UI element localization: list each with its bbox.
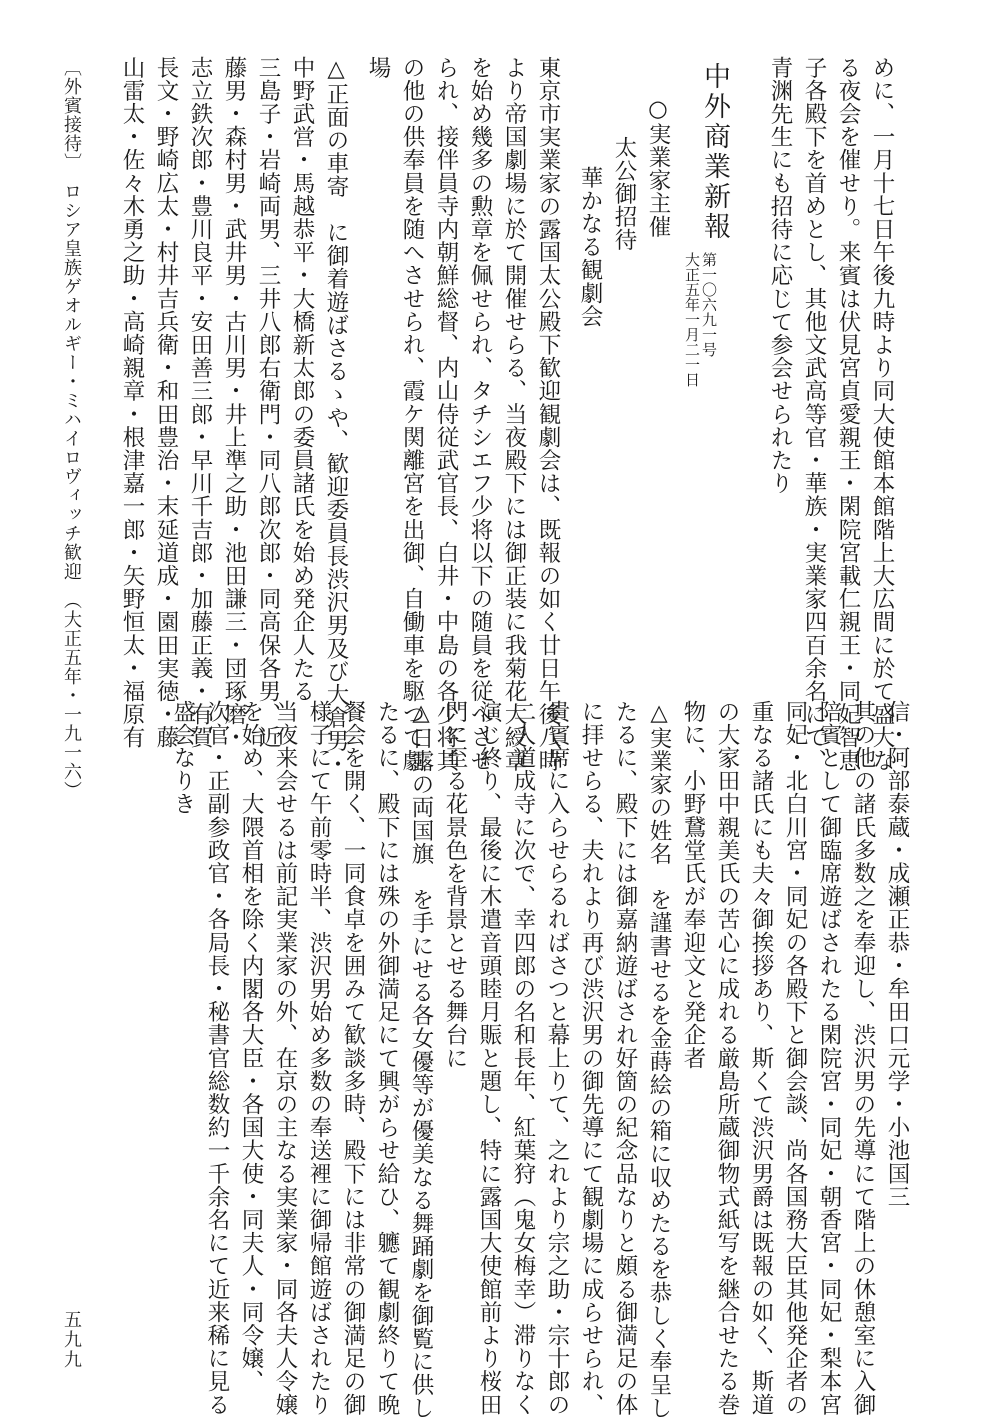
text-line: 貴賓席に入らせらるればさつと幕上りて、之れより宗之助・宗十郎の xyxy=(544,700,570,1417)
running-footer: 〔外賓接待〕 ロシア皇族ゲオルギー・ミハイロヴィッチ歓迎 （大正五年・一九一六） xyxy=(61,58,82,800)
text-line: めに、一月十七日午後九時より同大使館本館階上大広間に於て盛大な xyxy=(869,56,895,773)
text-line: 其の他の諸氏多数之を奉迎し、渋沢男の先導にて階上の休憩室に入御 xyxy=(850,700,876,1417)
text-line: を始め幾多の勲章を佩せられ、タチシエフ少将以下の随員を従へさせ xyxy=(467,56,493,773)
text-line: 東京市実業家の露国太公殿下歓迎観劇会は、既報の如く廿日午後八時 xyxy=(535,56,561,773)
text-line: 子各殿下を首めとし、其他文武高等官・華族・実業家四百余名にて、 xyxy=(801,56,827,773)
text-line: 藤男・森村男・武井男・古川男・井上準之助・池田謙三・団琢磨・ xyxy=(221,56,247,749)
text-line: 盛会なりき xyxy=(170,700,196,816)
text-line: 次官・正副参政官・各局長・秘書官総数約一千余名にて近来稀に見る xyxy=(204,700,230,1417)
issue-date: 大正五年一月二一日 xyxy=(683,252,701,387)
text-line: 重なる諸氏にも夫々御挨拶あり、斯くて渋沢男爵は既報の如く、斯道 xyxy=(748,700,774,1417)
article-heading: 太公御招待 xyxy=(611,136,637,252)
text-line: 山雷太・佐々木勇之助・高崎親章・根津嘉一郎・矢野恒太・福原有 xyxy=(119,56,145,749)
newspaper-title: 中外商業新報 xyxy=(699,62,730,242)
text-line: 同妃・北白川宮・同妃の各殿下と御会談、尚各国務大臣其他発企者の xyxy=(782,700,808,1417)
article-heading: ○実業家主催 xyxy=(645,96,671,239)
text-line: たるに、殿下には殊の外御満足にて興がらせ給ひ、軈て観劇終りて晩 xyxy=(374,700,400,1417)
text-line: たるに、殿下には御嘉納遊ばされ好箇の紀念品なりと頗る御満足の体 xyxy=(612,700,638,1417)
text-line: に拝せらる、夫れより再び渋沢男の御先導にて観劇場に成らせられ、 xyxy=(578,700,604,1417)
text-line: 陪賓として御臨席遊ばされたる閑院宮・同妃・朝香宮・同妃・梨本宮 xyxy=(816,700,842,1417)
text-line: 様子にて午前零時半、渋沢男始め多数の奉送裡に御帰館遊ばされたり xyxy=(306,700,332,1417)
text-line: 物に、小野鵞堂氏が奉迎文と発企者 xyxy=(680,700,706,1070)
text-line: の大家田中親美氏の苦心に成れる厳島所蔵御物式紙写を継合せたる巻 xyxy=(714,700,740,1417)
text-line: 場 xyxy=(365,56,391,80)
text-line: 信・阿部泰蔵・成瀬正恭・牟田口元学・小池国三 xyxy=(884,700,910,1209)
text-line: △正面の車寄 に御着遊ばさるゝや、歓迎委員長渋沢男及び大倉男・ xyxy=(323,56,349,776)
text-line: られ、接伴員寺内朝鮮総督、内山侍従武官長、白井・中島の各少将其 xyxy=(433,56,459,773)
text-line: より帝国劇場に於て開催せらる、当夜殿下には御正装に我菊花大綬章 xyxy=(501,56,527,773)
text-line: 餐会を開く、一同食卓を囲みて歓談多時、殿下には非常の御満足の御 xyxy=(340,700,366,1417)
text-line: る夜会を催せり。来賓は伏見宮貞愛親王・閑院宮載仁親王・同妃智恵 xyxy=(835,56,861,773)
text-line: △日露の両国旗 を手にせる各女優等が優美なる舞踊劇を御覧に供し xyxy=(408,700,434,1420)
page-number: 五九九 xyxy=(61,1310,82,1370)
text-line: 中野武営・馬越恭平・大橋新太郎の委員諸氏を始め発企人たる xyxy=(289,56,315,703)
text-line: 二人道成寺に次で、幸四郎の名和長年、紅葉狩（鬼女梅幸）滞りなく xyxy=(510,700,536,1417)
text-line: 志立鉄次郎・豊川良平・安田善三郎・早川千吉郎・加藤正義・有賀 xyxy=(187,56,213,749)
text-line: 三島子・岩崎両男、三井八郎右衛門・同八郎次郎・同高保各男、近 xyxy=(255,56,281,749)
issue-number: 第一〇六九一号 xyxy=(700,252,718,357)
text-line: 門に至る花景色を背景とせる舞台に xyxy=(442,700,468,1070)
text-line: 長文・野崎広太・村井吉兵衛・和田豊治・末延道成・園田実徳・藤 xyxy=(153,56,179,749)
text-line: 演じ終り、最後に木遣音頭睦月賑と題し、特に露国大使館前より桜田 xyxy=(476,700,502,1417)
text-line: △実業家の姓名 を謹書せるを金蒔絵の箱に収めたるを恭しく奉呈し xyxy=(646,700,672,1420)
text-line: 青渊先生にも招待に応じて参会せられたり xyxy=(767,56,793,495)
text-line: を始め、大隈首相を除く内閣各大臣・各国大使・同夫人・同令嬢、 xyxy=(238,700,264,1393)
article-subheading: 華かなる観劇会 xyxy=(577,166,603,328)
text-line: 当夜来会せるは前記実業家の外、在京の主なる実業家・同各夫人令嬢 xyxy=(272,700,298,1417)
text-line: の他の供奉員を随へさせられ、霞ケ関離宮を出御、自働車を駆つて劇 xyxy=(399,56,425,773)
